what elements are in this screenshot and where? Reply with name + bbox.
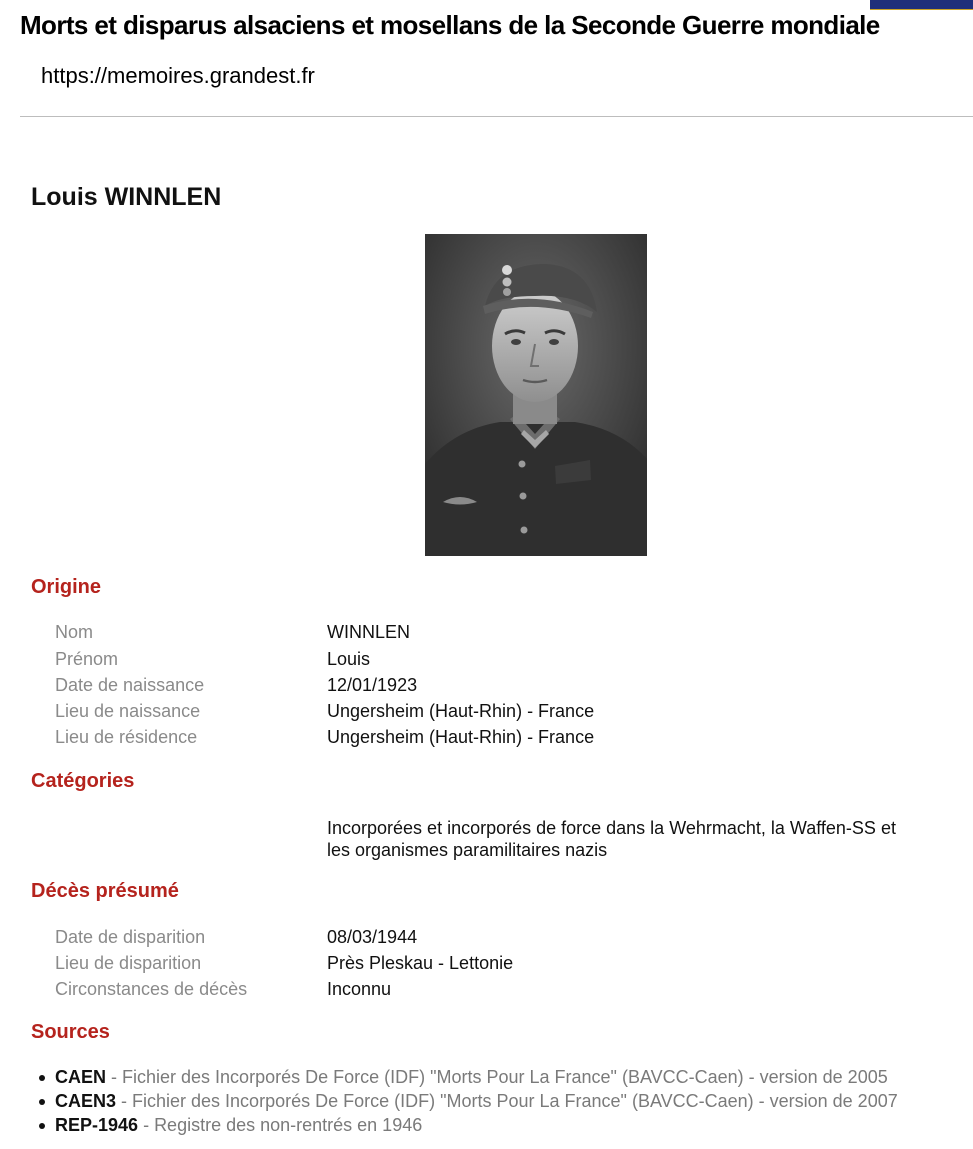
label-lieu-naissance: Lieu de naissance (55, 701, 201, 721)
source-separator: - (138, 1115, 155, 1135)
value-nom: WINNLEN (327, 622, 411, 642)
label-nom: Nom (55, 622, 94, 642)
value-lieu-residence: Ungersheim (Haut-Rhin) - France (327, 727, 595, 747)
label-date-disparition: Date de disparition (55, 927, 206, 947)
corner-flag-decoration (870, 0, 973, 10)
value-date-naissance: 12/01/1923 (327, 675, 418, 695)
label-circonstances-deces: Circonstances de décès (55, 979, 248, 999)
source-separator: - (116, 1091, 133, 1111)
section-title-categories: Catégories (31, 770, 135, 792)
source-item (36, 1113, 898, 1137)
portrait-photo (425, 234, 647, 556)
label-date-naissance: Date de naissance (55, 675, 205, 695)
value-prenom: Louis (327, 649, 371, 669)
label-lieu-residence: Lieu de résidence (55, 727, 198, 747)
category-value: Incorporées et incorporés de force dans la Wehrmacht, la Waffen-SS et les organismes paramilitaires nazis (327, 818, 896, 860)
value-date-disparition: 08/03/1944 (327, 927, 418, 947)
header-divider (20, 116, 973, 117)
source-description: Registre des non-rentrés en 1946 (154, 1115, 423, 1135)
label-lieu-disparition: Lieu de disparition (55, 953, 202, 973)
source-item (36, 1065, 898, 1089)
label-prenom: Prénom (55, 649, 119, 669)
site-url-link[interactable]: https://memoires.grandest.fr (41, 63, 315, 88)
site-title: Morts et disparus alsaciens et mosellans de la Seconde Guerre mondiale (20, 10, 880, 40)
source-item (36, 1089, 898, 1113)
value-lieu-disparition: Près Pleskau - Lettonie (327, 953, 514, 973)
section-title-deces: Décès présumé (31, 880, 179, 902)
source-description: Fichier des Incorporés De Force (IDF) "Morts Pour La France" (BAVCC-Caen) - version de 2005 (122, 1067, 888, 1087)
bullet-icon (39, 1099, 45, 1105)
sources-list (36, 1065, 898, 1137)
section-title-origine: Origine (31, 576, 102, 598)
source-code: REP-1946 (55, 1115, 139, 1135)
person-name: Louis WINNLEN (31, 183, 222, 211)
bullet-icon (39, 1123, 45, 1129)
value-circonstances-deces: Inconnu (327, 979, 392, 999)
source-separator: - (106, 1067, 123, 1087)
bullet-icon (39, 1075, 45, 1081)
value-lieu-naissance: Ungersheim (Haut-Rhin) - France (327, 701, 595, 721)
section-title-sources: Sources (31, 1021, 110, 1043)
source-code: CAEN (55, 1067, 107, 1087)
source-code: CAEN3 (55, 1091, 117, 1111)
source-description: Fichier des Incorporés De Force (IDF) "Morts Pour La France" (BAVCC-Caen) - version de 2007 (132, 1091, 898, 1111)
